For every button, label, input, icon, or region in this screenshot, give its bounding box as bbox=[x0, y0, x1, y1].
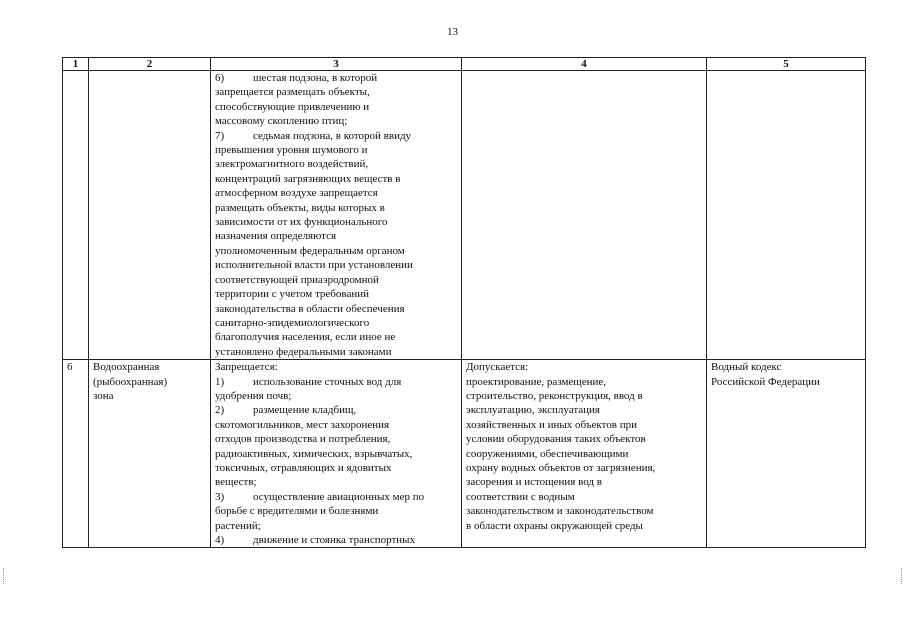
text-line: проектирование, размещение, bbox=[466, 375, 607, 388]
text-line: засорения и истощения вод в bbox=[466, 476, 602, 489]
text-line: Водоохранная bbox=[93, 361, 160, 374]
list-item-text: борьбе с вредителями и болезнями bbox=[215, 505, 379, 518]
text-line bbox=[215, 519, 457, 533]
list-item-text: веществ; bbox=[215, 476, 257, 489]
cell-permissions bbox=[462, 71, 707, 360]
text-line bbox=[215, 533, 457, 547]
header-row bbox=[63, 58, 866, 71]
text-line: соответствии с водным bbox=[466, 490, 575, 503]
text-line: (рыбоохранная) bbox=[93, 375, 168, 388]
list-item-text: Запрещается: bbox=[215, 361, 278, 374]
text-line bbox=[215, 504, 457, 518]
text-line bbox=[215, 403, 457, 417]
list-item-number: 3) bbox=[215, 490, 225, 503]
list-item-text: массовому скоплению птиц; bbox=[215, 115, 348, 128]
list-item-text: токсичных, отравляющих и ядовитых bbox=[215, 461, 392, 474]
text-line bbox=[215, 100, 457, 114]
scan-edge-mark-right bbox=[901, 568, 903, 584]
list-item-text: шестая подзона, в которой bbox=[253, 72, 378, 84]
list-item-text: атмосферном воздухе запрещается bbox=[215, 187, 378, 200]
header-col-3: 3 bbox=[211, 58, 462, 71]
table-row-continued bbox=[63, 71, 866, 360]
text-line: охрану водных объектов от загрязнения, bbox=[466, 461, 656, 474]
text-line bbox=[215, 360, 457, 374]
text-line bbox=[215, 475, 457, 489]
cell-row-number bbox=[63, 71, 89, 360]
header-col-2: 2 bbox=[89, 58, 211, 71]
text-line bbox=[215, 215, 457, 229]
text-line bbox=[215, 114, 457, 128]
text-line bbox=[215, 461, 457, 475]
text-line bbox=[215, 287, 457, 301]
list-item-number: 7) bbox=[215, 129, 225, 142]
scan-edge-mark-left bbox=[3, 568, 5, 584]
list-item-text: благополучия населения, если иное не bbox=[215, 331, 396, 344]
text-line bbox=[215, 316, 457, 330]
text-line: Российской Федерации bbox=[711, 375, 820, 388]
cell-restrictions bbox=[211, 71, 462, 360]
table-row-6 bbox=[63, 360, 866, 548]
text-line: Водный кодекс bbox=[711, 361, 782, 374]
cell-permissions bbox=[462, 360, 707, 548]
cell-restrictions bbox=[211, 360, 462, 548]
text-line: хозяйственных и иных объектов при bbox=[466, 418, 638, 431]
list-item-text: отходов производства и потребления, bbox=[215, 433, 391, 446]
text-line: в области охраны окружающей среды bbox=[466, 519, 643, 532]
list-item-text: законодательства в области обеспечения bbox=[215, 302, 405, 315]
text-line bbox=[215, 229, 457, 243]
text-line: строительство, реконструкция, ввод в bbox=[466, 389, 643, 402]
list-item-text: санитарно-эпидемиологического bbox=[215, 316, 370, 329]
list-item-text: концентраций загрязняющих веществ в bbox=[215, 172, 401, 185]
text-line bbox=[215, 447, 457, 461]
header-col-4: 4 bbox=[462, 58, 707, 71]
text-line bbox=[215, 143, 457, 157]
text-line: Допускается: bbox=[466, 361, 529, 374]
text-line bbox=[215, 85, 457, 99]
text-line: зона bbox=[93, 389, 114, 402]
zones-table bbox=[62, 57, 866, 548]
list-item-text: способствующие привлечению и bbox=[215, 100, 370, 113]
cell-zone-name bbox=[89, 71, 211, 360]
text-line bbox=[215, 129, 457, 143]
list-item-text: электромагнитного воздействий, bbox=[215, 158, 369, 171]
list-item-text: растений; bbox=[215, 519, 261, 532]
list-item-text: скотомогильников, мест захоронения bbox=[215, 418, 390, 431]
text-line: условии оборудования таких объектов bbox=[466, 433, 646, 446]
text-line: сооружениями, обеспечивающими bbox=[466, 447, 629, 460]
list-item-number: 2) bbox=[215, 404, 225, 417]
text-line bbox=[215, 157, 457, 171]
cell-legal-basis bbox=[707, 71, 866, 360]
text-line bbox=[215, 330, 457, 344]
list-item-text: исполнительной власти при установлении bbox=[215, 259, 413, 272]
list-item-text: радиоактивных, химических, взрывчатых, bbox=[215, 447, 413, 460]
list-item-text: размещать объекты, виды которых в bbox=[215, 201, 385, 214]
header-col-5: 5 bbox=[707, 58, 866, 71]
text-line: законодательством и законодательством bbox=[466, 505, 654, 518]
list-item-text: размещение кладбищ, bbox=[253, 404, 357, 417]
cell-zone-name bbox=[89, 360, 211, 548]
text-line bbox=[215, 302, 457, 316]
list-item-text: удобрения почв; bbox=[215, 389, 292, 402]
list-item-text: установлено федеральными законами bbox=[215, 345, 392, 358]
text-line bbox=[215, 389, 457, 403]
text-line: эксплуатацию, эксплуатация bbox=[466, 404, 600, 417]
text-line bbox=[215, 273, 457, 287]
cell-row-number: 6 bbox=[63, 360, 89, 548]
text-line bbox=[215, 172, 457, 186]
text-line bbox=[215, 345, 457, 359]
text-line bbox=[215, 375, 457, 389]
list-item-text: назначения определяются bbox=[215, 230, 337, 243]
list-item-number: 4) bbox=[215, 534, 225, 546]
text-line bbox=[215, 186, 457, 200]
text-line bbox=[215, 244, 457, 258]
list-item-text: запрещается размещать объекты, bbox=[215, 86, 370, 99]
list-item-text: зависимости от их функционального bbox=[215, 216, 388, 229]
text-line bbox=[215, 418, 457, 432]
text-line bbox=[215, 258, 457, 272]
list-item-text: движение и стоянка транспортных bbox=[253, 534, 416, 546]
list-item-text: осуществление авиационных мер по bbox=[253, 490, 425, 503]
list-item-text: территории с учетом требований bbox=[215, 288, 369, 301]
cell-legal-basis bbox=[707, 360, 866, 548]
text-line bbox=[215, 490, 457, 504]
list-item-text: уполномоченным федеральным органом bbox=[215, 244, 405, 257]
list-item-text: использование сточных вод для bbox=[253, 375, 402, 388]
list-item-text: седьмая подзона, в которой ввиду bbox=[253, 129, 412, 142]
text-line bbox=[215, 432, 457, 446]
list-item-text: соответствующей приаэродромной bbox=[215, 273, 379, 286]
header-col-1: 1 bbox=[63, 58, 89, 71]
text-line bbox=[215, 71, 457, 85]
list-item-number: 1) bbox=[215, 375, 225, 388]
page-number: 13 bbox=[447, 26, 458, 38]
text-line bbox=[215, 201, 457, 215]
list-item-text: превышения уровня шумового и bbox=[215, 144, 368, 157]
list-item-number: 6) bbox=[215, 72, 225, 84]
